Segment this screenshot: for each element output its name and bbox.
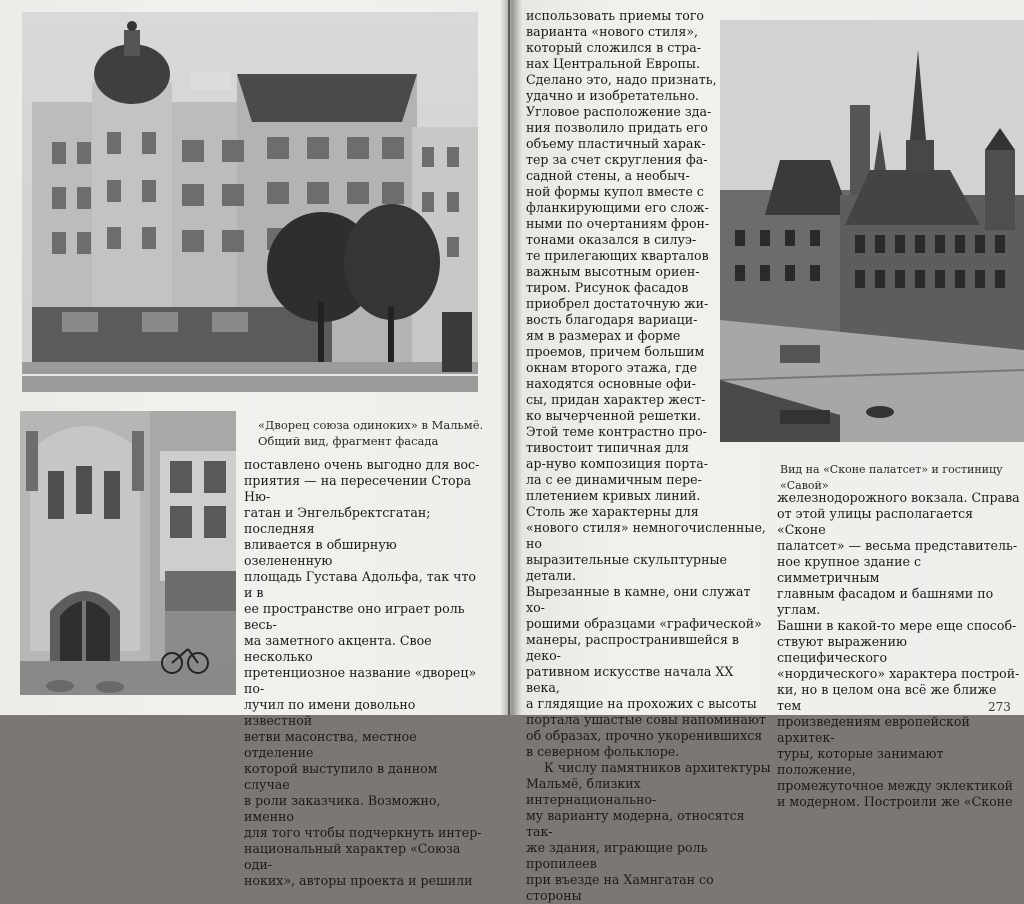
text-line: же здания, играющие роль пропилеев (526, 840, 708, 871)
text-line: удачно и изобретательно. (526, 88, 700, 103)
caption-line: «Дворец союза одиноких» в Мальмё. (258, 418, 484, 432)
text-line: «нордического» характера построй- (777, 666, 1020, 681)
text-line: выразительные скульптурные детали. (526, 552, 727, 583)
text-line: железнодорожного вокзала. Справа (777, 490, 1020, 505)
text-line: Столь же характерны для (526, 504, 699, 519)
text-line: ее пространстве оно играет роль весь- (244, 601, 465, 632)
text-line: Мальмё, близких интернационально- (526, 776, 657, 807)
text-line: проемов, причем большим (526, 344, 705, 359)
text-line: палатсет» — весьма представитель- (777, 538, 1018, 553)
text-line: приобрел достаточную жи- (526, 296, 709, 311)
text-line: тивостоит типичная для (526, 440, 690, 455)
text-line: тонами оказался в силуэ- (526, 232, 697, 247)
text-line: поставлено очень выгодно для вос- (244, 457, 480, 472)
text-line: для того чтобы подчеркнуть интер- (244, 825, 482, 840)
text-line: ной формы купол вместе с (526, 184, 704, 199)
text-line: тиром. Рисунок фасадов (526, 280, 689, 295)
text-line: плетением кривых линий. (526, 488, 701, 503)
text-line: Башни в какой-то мере еще способ- (777, 618, 1017, 633)
text-line: а глядящие на прохожих с высоты (526, 696, 757, 711)
text-line: объему пластичный харак- (526, 136, 706, 151)
text-line: гатан и Энгельбректсгатан; последняя (244, 505, 431, 536)
text-line: рошими образцами «графической» (526, 616, 762, 631)
text-line: ки, но в целом она всё же ближе тем (777, 682, 997, 713)
text-line: приятия — на пересечении Стора Ню- (244, 473, 472, 504)
text-line: который сложился в стра- (526, 40, 702, 55)
text-line: Угловое расположение зда- (526, 104, 712, 119)
text-line: в северном фольклоре. (526, 744, 680, 759)
text-line: площадь Густава Адольфа, так что и в (244, 569, 477, 600)
text-line: портала ушастые совы напоминают (526, 712, 766, 727)
text-line: туры, которые занимают положение, (777, 746, 944, 777)
text-line: вливается в обширную озелененную (244, 537, 397, 568)
text-line: использовать приемы того (526, 8, 705, 23)
text-line: ния позволило придать его (526, 120, 708, 135)
left-body-text (244, 457, 484, 889)
text-line: промежуточное между эклектикой (777, 778, 1014, 793)
photo-skone-palatset-view (720, 20, 1024, 442)
text-line: варианта «нового стиля», (526, 24, 699, 39)
text-line: фланкирующими его слож- (526, 200, 709, 215)
text-line: в роли заказчика. Возможно, именно (244, 793, 441, 824)
text-line: ративном искусстве начала XX века, (526, 664, 734, 695)
text-line: ла с ее динамичным пере- (526, 472, 702, 487)
text-line: тер за счет скругления фа- (526, 152, 708, 167)
text-line: при въезде на Хамнгатан со стороны (526, 872, 714, 903)
text-line: произведениям европейской архитек- (777, 714, 970, 745)
text-line: ко вычерченной решетки. (526, 408, 701, 423)
text-line: ветви масонства, местное отделение (244, 729, 417, 760)
left-page (0, 0, 508, 888)
page-number-text: 273 (988, 700, 1011, 714)
right-lower-right-column (777, 490, 1021, 810)
caption-text: Вид на «Сконе палатсет» и гостиницу «Савой» (780, 463, 1003, 492)
photo-palace-portal-fragment (20, 411, 236, 695)
left-photo-caption (258, 417, 488, 449)
page-number (988, 700, 1011, 714)
text-line: находятся основные офи- (526, 376, 696, 391)
text-line: ма заметного акцента. Свое несколько (244, 633, 432, 664)
text-line: ар-нуво композиция порта- (526, 456, 709, 471)
right-page (510, 0, 1024, 903)
text-line: от этой улицы располагается «Сконе (777, 506, 974, 537)
text-line: Сделано это, надо признать, (526, 72, 717, 87)
text-line: ям в размерах и форме (526, 328, 681, 343)
photo-palace-general-view (22, 12, 478, 392)
text-line: об образах, прочно укоренившихся (526, 728, 763, 743)
text-line: ноких», авторы проекта и решили (244, 873, 473, 888)
right-narrow-column (526, 8, 726, 504)
text-line: окнам второго этажа, где (526, 360, 698, 375)
text-line: «нового стиля» немногочисленные, но (526, 520, 766, 551)
text-line: и модерном. Построили же «Сконе (777, 794, 1013, 809)
text-line: лучил по имени довольно известной (244, 697, 416, 728)
text-line: национальный характер «Союза оди- (244, 841, 461, 872)
text-line: К числу памятников архитектуры (544, 760, 771, 775)
text-line: ствуют выражению специфического (777, 634, 907, 665)
text-line: ными по очертаниям фрон- (526, 216, 710, 231)
text-line: сы, придан характер жест- (526, 392, 706, 407)
text-line: нах Центральной Европы. (526, 56, 700, 71)
right-lower-left-column (526, 504, 771, 904)
text-line: манеры, распространившейся в деко- (526, 632, 740, 663)
text-line: Этой теме контрастно про- (526, 424, 707, 439)
text-line: претенциозное название «дворец» по- (244, 665, 477, 696)
caption-line: Общий вид, фрагмент фасада (258, 434, 439, 448)
text-line: которой выступило в данном случае (244, 761, 438, 792)
text-line: ное крупное здание с симметричным (777, 554, 922, 585)
text-line: му варианту модерна, относятся так- (526, 808, 745, 839)
text-line: важным высотным ориен- (526, 264, 700, 279)
text-line: садной стены, а необыч- (526, 168, 690, 183)
text-line: главным фасадом и башнями по углам. (777, 586, 994, 617)
text-line: вость благодаря вариаци- (526, 312, 698, 327)
text-line: те прилегающих кварталов (526, 248, 709, 263)
text-line: Вырезанные в камне, они служат хо- (526, 584, 751, 615)
